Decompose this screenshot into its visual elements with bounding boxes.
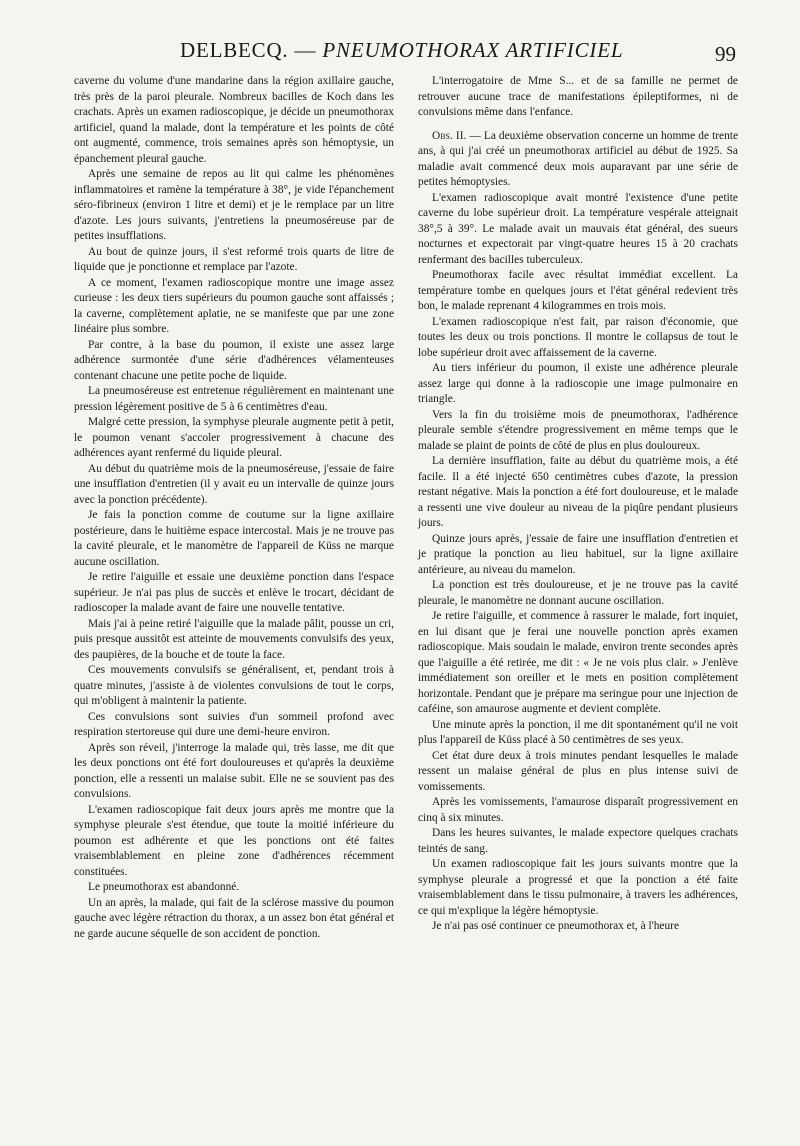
running-head — [180, 38, 623, 63]
paragraph: Après les vomissements, l'amaurose disparaît progressivement en cinq à six minutes. — [418, 796, 738, 824]
paragraph: Cet état dure deux à trois minutes pendant lesquelles le malade ressent un malaise général de plus en plus intense suivi de vomissements. — [418, 749, 738, 793]
paragraph: Après son réveil, j'interroge la malade qui, très lasse, me dit que les deux ponctions ont été fort douloureuses et qu'après la deuxième ponction, elle a ressenti un malaise subit. Elle ne se souvient pas des convulsions. — [74, 741, 394, 800]
observation-heading — [418, 129, 738, 191]
page-number: 99 — [715, 42, 736, 66]
paragraph: Au début du quatrième mois de la pneumoséreuse, j'essaie de faire une insufflation d'entretien (il y avait eu un intervalle de quinze jours avec la ponction précédente). — [74, 462, 394, 506]
paragraph: Mais j'ai à peine retiré l'aiguille que la malade pâlit, pousse un cri, puis presque aussitôt est atteinte de mouvements convulsifs des yeux, des paupières, de la bouche et de toute la face. — [74, 617, 394, 661]
paragraph: Après une semaine de repos au lit qui calme les phénomènes inflammatoires et ramène la température à 38°, je vide l'épanchement séro-fibrineux (environ 1 litre et demi) et je le remplace par un litre d'azote. Les jours suivants, j'entretiens la pneumoséreuse par de petites insufflations. — [74, 168, 394, 242]
paragraph: Une minute après la ponction, il me dit spontanément qu'il ne voit plus l'appareil de Küss placé à 50 centimètres de ses yeux. — [418, 718, 738, 746]
paragraph: Je retire l'aiguille et essaie une deuxième ponction dans l'espace supérieur. Je n'ai pas plus de succès et enlève le trocart, décidant de radioscoper la malade avant de faire une nouvelle tentative. — [74, 571, 394, 614]
paragraph: Un an après, la malade, qui fait de la sclérose massive du poumon gauche avec légère rétraction du thorax, a un assez bon état général et ne garde aucune séquelle de son accident de ponction. — [74, 896, 394, 940]
paragraph: La pneumoséreuse est entretenue régulièrement en maintenant une pression légèrement positive de 5 à 6 centimètres d'eau. — [74, 385, 394, 413]
paragraph: Pneumothorax facile avec résultat immédiat excellent. La température tombe en quelques jours et l'état général redevient très bon, le malade reprenant 4 kilogrammes en trois mois. — [418, 269, 738, 312]
paragraph: Ces mouvements convulsifs se généralisent, et, pendant trois à quatre minutes, j'assiste à de violentes convulsions de tout le corps, qui m'obligent à maintenir la patiente. — [74, 664, 394, 707]
running-head-author: DELBECQ. — — [180, 38, 317, 62]
paragraph: A ce moment, l'examen radioscopique montre une image assez curieuse : les deux tiers supérieurs du poumon gauche sont affaissés ; la caverne, complètement aplatie, ne se manifeste que par une zone linéaire plus sombre. — [74, 276, 394, 335]
paragraph: Vers la fin du troisième mois de pneumothorax, l'adhérence pleurale semble s'étendre progressivement en même temps que le malade se plaint de points de côté de plus en plus douloureux. — [418, 408, 738, 452]
running-head-title: PNEUMOTHORAX ARTIFICIEL — [322, 38, 624, 62]
paragraph: Au tiers inférieur du poumon, il existe une adhérence pleurale assez large qui donne à la radioscopie une image pulmonaire en triangle. — [418, 362, 738, 405]
right-column — [418, 74, 738, 935]
paragraph: Le pneumothorax est abandonné. — [88, 881, 240, 893]
paragraph: Un examen radioscopique fait les jours suivants montre que la symphyse pleurale a progressé et que la ponction a été faite vraisemblablement dans le tissu pulmonaire, à travers les adhérences, ce qui m'explique la légère hémoptysie. — [418, 858, 738, 917]
observation-label: Obs. II. — [432, 129, 467, 142]
paragraph: caverne du volume d'une mandarine dans la région axillaire gauche, très près de la paroi pleurale. Nombreux bacilles de Koch dans les crachats. Après un examen radioscopique, je décide un pneumothorax artificiel, quand la malade, dont la température et les points de côté ont augmenté, commence, trois semaines après son hémoptysie, un épanchement pleural gauche. — [74, 75, 394, 165]
paragraph: Je fais la ponction comme de coutume sur la ligne axillaire postérieure, dans le huitième espace intercostal. Mais je ne trouve pas la cavité pleurale, et le manomètre de l'appareil de Küss ne marque aucune oscillation. — [74, 509, 394, 568]
paragraph: La ponction est très douloureuse, et je ne trouve pas la cavité pleurale, le manomètre ne donnant aucune oscillation. — [418, 579, 738, 607]
paragraph: Je retire l'aiguille, et commence à rassurer le malade, fort inquiet, en lui disant que je ferai une nouvelle ponction après examen radioscopique. Mais soudain le malade, environ trente secondes après que l'aiguille a été retirée, me dit : « Je ne vois plus clair. » J'enlève immédiatement son oreiller et le mets en position complètement horizontale. Pendant que je prépare ma seringue pour une injection de caféine, son amaurose augmente et devient complète. — [418, 610, 738, 715]
paragraph: L'examen radioscopique avait montré l'existence d'une petite caverne du lobe supérieur droit. La température vespérale atteignait 38°,5 à 39°. Le malade avait un mauvais état général, des sueurs nocturnes et expectorait par vingt-quatre heures 15 à 20 crachats renfermant des bacilles tuberculeux. — [418, 191, 738, 266]
paragraph: L'interrogatoire de Mme S... et de sa famille ne permet de retrouver aucune trace de manifestations épileptiformes, ni de convulsions même dans l'enfance. — [418, 75, 738, 118]
paragraph: L'examen radioscopique fait deux jours après me montre que la symphyse pleurale s'est étendue, que toute la moitié inférieure du poumon est adhérente et que les ponctions ont été faites vraisemblablement en pleine zone d'adhérences récemment constituées. — [74, 803, 394, 878]
paragraph: Quinze jours après, j'essaie de faire une insufflation d'entretien et je pratique la ponction au lieu habituel, sur la ligne axillaire antérieure, au niveau du mamelon. — [418, 532, 738, 576]
paragraph: Je n'ai pas osé continuer ce pneumothorax et, à l'heure — [432, 920, 680, 932]
paragraph: La dernière insufflation, faite au début du quatrième mois, a été facile. Il a été injecté 650 centimètres cubes d'azote, la pression restant négative. Mais la ponction a été fort douloureuse, et le malade a ressenti une vive douleur au niveau de la piqûre pendant plusieurs jours. — [418, 455, 738, 529]
paragraph: Au bout de quinze jours, il s'est reformé trois quarts de litre de liquide que je ponctionne et remplace par l'azote. — [74, 245, 394, 273]
paragraph: Ces convulsions sont suivies d'un sommeil profond avec respiration stertoreuse qui dure une demi-heure environ. — [74, 710, 394, 738]
paragraph: Dans les heures suivantes, le malade expectore quelques crachats teintés de sang. — [418, 827, 738, 855]
page-header — [180, 38, 736, 72]
observation-text: — La deuxième observation concerne un homme de trente ans, à qui j'ai créé un pneumothorax artificiel au début de 1925. Sa maladie avait commencé deux mois auparavant par une série de petites hémoptysies. — [418, 129, 739, 188]
paragraph: Malgré cette pression, la symphyse pleurale augmente petit à petit, le poumon venant s'accoler progressivement à chacune des adhérences ayant renfermé du liquide pleural. — [74, 416, 394, 459]
left-column — [74, 74, 394, 942]
paragraph: L'examen radioscopique n'est fait, par raison d'économie, que toutes les deux ou trois ponctions. Il montre le collapsus de tout le lobe supérieur droit avec affaissement de la caverne. — [418, 315, 738, 359]
paragraph: Par contre, à la base du poumon, il existe une assez large adhérence surmontée d'une série d'adhérences vélamenteuses contenant chacune une petite poche de liquide. — [74, 338, 394, 382]
